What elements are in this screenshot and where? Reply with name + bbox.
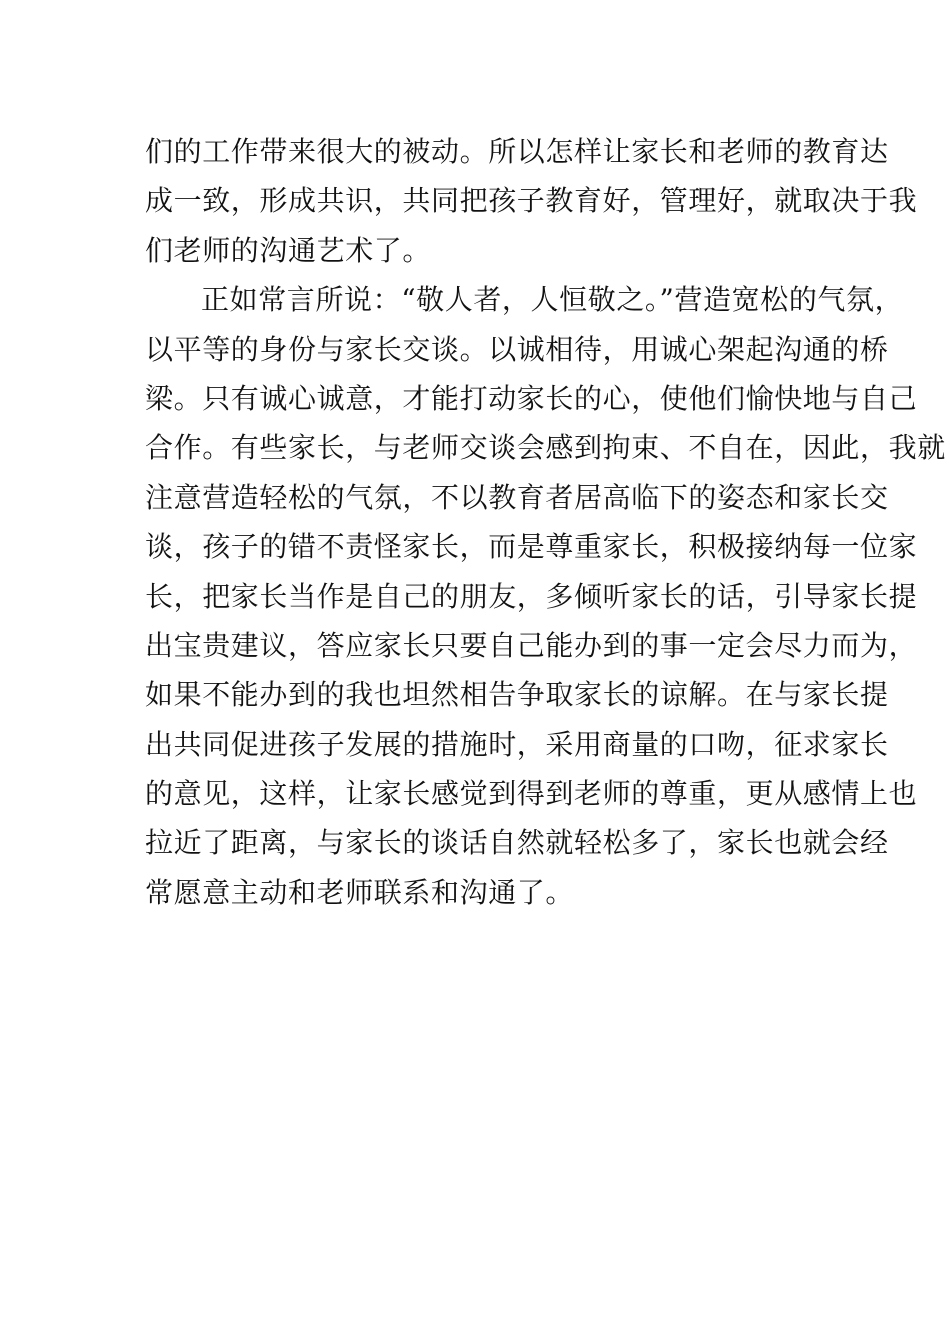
text-line: 们老师的沟通艺术了。 — [145, 233, 432, 267]
text-line: 合作。有些家长，与老师交谈会感到拘束、不自在，因此，我就 — [145, 431, 946, 465]
text-line: 出宝贵建议，答应家长只要自己能办到的事一定会尽力而为， — [145, 628, 918, 662]
text-line: 如果不能办到的我也坦然相告争取家长的谅解。在与家长提 — [145, 678, 889, 712]
text-line: 长，把家长当作是自己的朋友，多倾听家长的话，引导家长提 — [145, 579, 918, 613]
text-line: 们的工作带来很大的被动。所以怎样让家长和老师的教育达 — [145, 135, 889, 168]
text-line: 拉近了距离，与家长的谈话自然就轻松多了，家长也就会经 — [145, 826, 889, 860]
text-line: 谈，孩子的错不责怪家长，而是尊重家长，积极接纳每一位家 — [145, 530, 918, 564]
text-line: 注意营造轻松的气氛，不以教育者居高临下的姿态和家长交 — [145, 480, 889, 514]
paragraph-first-line: 正如常言所说：“敬人者，人恒敬之。”营造宽松的气氛， — [201, 283, 904, 317]
text-line: 常愿意主动和老师联系和沟通了。 — [145, 875, 575, 909]
text-line: 成一致，形成共识，共同把孩子教育好，管理好，就取决于我 — [145, 184, 918, 218]
body-text — [145, 127, 946, 917]
text-line: 梁。只有诚心诚意，才能打动家长的心，使他们愉快地与自己 — [145, 381, 918, 415]
text-line: 出共同促进孩子发展的措施时，采用商量的口吻，征求家长 — [145, 727, 889, 761]
text-line: 以平等的身份与家长交谈。以诚相待，用诚心架起沟通的桥 — [145, 332, 889, 366]
text-line: 的意见，这样，让家长感觉到得到老师的尊重，更从感情上也 — [145, 777, 918, 811]
